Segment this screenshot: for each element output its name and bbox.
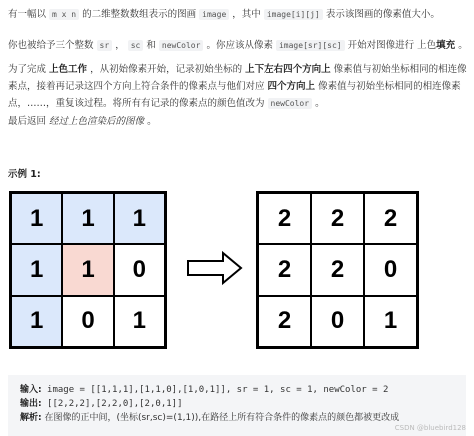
inline-code: image — [199, 9, 229, 20]
text: 。 — [144, 116, 157, 127]
output-pixel-cell: 2 — [258, 296, 311, 347]
text: 和 — [143, 40, 159, 51]
text: 。 — [312, 98, 325, 109]
inline-code: sr — [97, 40, 113, 51]
output-pixel-cell: 2 — [311, 244, 364, 295]
output-image-grid — [256, 191, 419, 349]
explain-text: 在图像的正中间，(坐标(sr,sc)=(1,1)),在路径上所有符合条件的像素点的颜色都被更改成 — [41, 413, 400, 423]
output-pixel-cell: 1 — [364, 296, 417, 347]
params-paragraph — [8, 37, 468, 54]
text: 。 — [455, 40, 468, 51]
text: 的二维整数数组表示的图画 — [79, 9, 200, 20]
text: 。你应该从像素 — [203, 40, 276, 51]
inline-code: m x n — [49, 9, 79, 20]
inline-code: newColor — [268, 98, 313, 109]
output-label: 输出: — [20, 399, 42, 409]
inline-code: sc — [128, 40, 144, 51]
bold-text: 上下左右四个方向上 — [245, 64, 331, 75]
text: 开始对图像进行 上色 — [344, 40, 437, 51]
output-pixel-cell: 2 — [311, 193, 364, 244]
explain-label: 解析: — [20, 413, 42, 423]
bold-text: 上色工作 — [49, 64, 88, 75]
input-value: image = [[1,1,1],[1,1,0],[1,0,1]], sr = 1, sc = 1, newColor = 2 — [41, 385, 389, 395]
return-paragraph — [8, 113, 468, 130]
text: 最后返回 — [8, 116, 50, 127]
input-pixel-cell: 1 — [114, 296, 165, 347]
input-pixel-cell: 1 — [62, 244, 113, 295]
inline-code: image[i][j] — [264, 9, 323, 20]
bold-text: 填充 — [436, 40, 456, 51]
inline-code: newColor — [159, 40, 204, 51]
output-value: [[2,2,2],[2,2,0],[2,0,1]] — [41, 399, 183, 409]
text: 像素值与初始坐标相同的相连像素点，接着再记录这四个方向上符合条件的像素点与他们对应 — [8, 64, 467, 92]
text: 像素值与初始坐标相同的相连像素点，……，重复该过程。将所有有记录的像素点的颜色值改为 — [8, 81, 461, 109]
output-pixel-cell: 0 — [364, 244, 417, 295]
input-pixel-cell: 1 — [11, 193, 62, 244]
input-pixel-cell: 1 — [114, 193, 165, 244]
text: 你也被给予三个整数 — [8, 40, 97, 51]
input-image-grid — [9, 191, 167, 349]
output-pixel-cell: 2 — [364, 193, 417, 244]
process-paragraph — [8, 61, 468, 112]
italic-text: 经过上色渲染后的图像 — [49, 116, 145, 127]
output-pixel-cell: 2 — [258, 193, 311, 244]
text: 表示该图画的像素值大小。 — [322, 9, 440, 20]
text: ， — [112, 40, 128, 51]
text: 有一幅以 — [8, 9, 50, 20]
inline-code: image[sr][sc] — [276, 40, 345, 51]
text: ，从初始像素开始，记录初始坐标的 — [87, 64, 246, 75]
input-line — [20, 383, 456, 397]
example-title: 示例 1: — [8, 169, 41, 180]
input-pixel-cell: 0 — [62, 296, 113, 347]
watermark: CSDN @bluebird128 — [394, 424, 466, 432]
text: ，其中 — [229, 9, 264, 20]
input-pixel-cell: 1 — [62, 193, 113, 244]
arrow-right-icon — [185, 250, 245, 286]
text: 为了完成 — [8, 64, 50, 75]
output-pixel-cell: 0 — [311, 296, 364, 347]
intro-paragraph — [8, 6, 468, 23]
input-label: 输入: — [20, 385, 42, 395]
explain-line — [20, 411, 456, 425]
input-pixel-cell: 1 — [11, 296, 62, 347]
input-pixel-cell: 0 — [114, 244, 165, 295]
output-line — [20, 397, 456, 411]
output-pixel-cell: 2 — [258, 244, 311, 295]
bold-text: 四个方向上 — [267, 81, 316, 92]
input-pixel-cell: 1 — [11, 244, 62, 295]
